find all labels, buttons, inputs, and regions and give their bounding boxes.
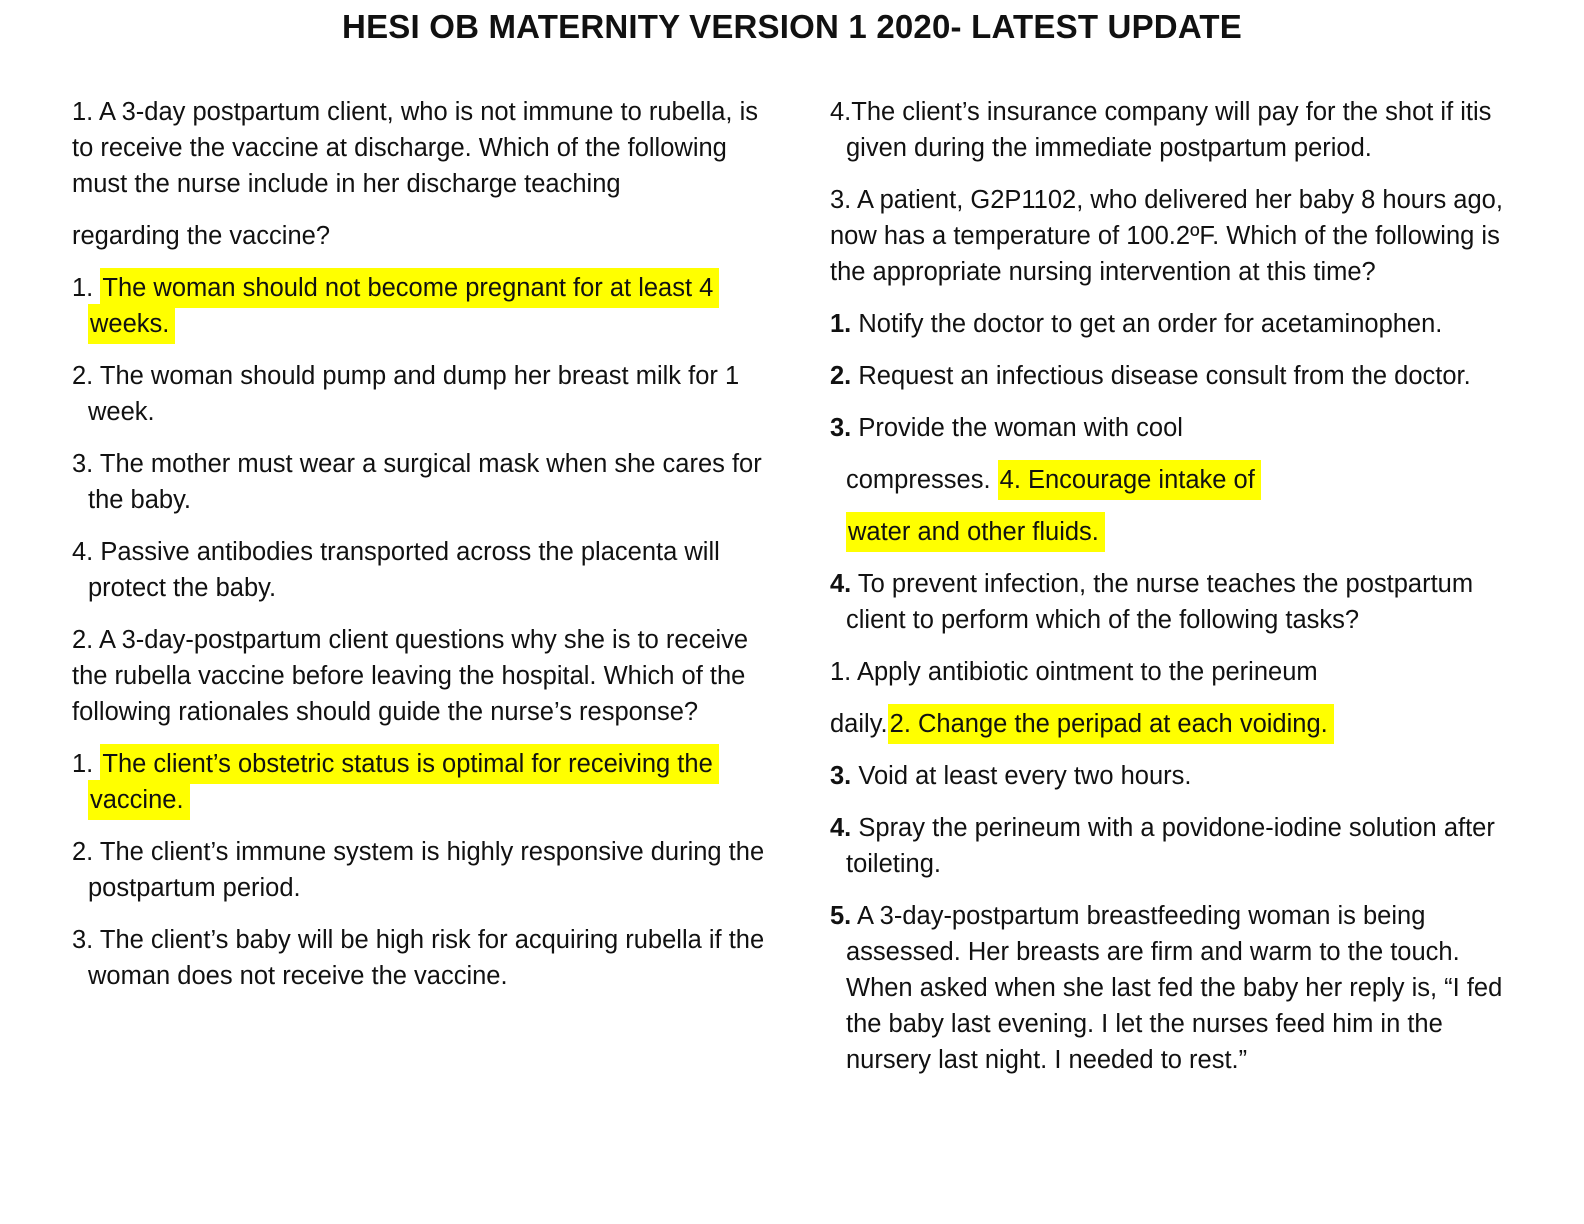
option-text: Notify the doctor to get an order for acetaminophen. xyxy=(858,310,1443,338)
question-1-stem-continued: regarding the vaccine? xyxy=(72,222,331,250)
question-4-option-4 xyxy=(830,810,1530,882)
highlighted-answer: The woman should not become pregnant for at least 4 weeks. xyxy=(88,268,719,344)
question-2-option-2: 2. The client’s immune system is highly responsive during the postpartum period. xyxy=(72,838,765,902)
question-1-stem: 1. A 3-day postpartum client, who is not immune to rubella, is to receive the vaccine at discharge. Which of the following must the nurse include in her discharge teaching xyxy=(72,98,759,198)
question-3-option-1 xyxy=(830,306,1530,342)
highlighted-answer: water and other fluids. xyxy=(846,512,1105,552)
question-number: 4. xyxy=(830,570,852,598)
question-3-option-2 xyxy=(830,358,1530,394)
option-number: 3. xyxy=(830,762,852,790)
highlighted-answer: 2. Change the peripad at each voiding. xyxy=(888,704,1334,744)
question-2-option-4: 4.The client’s insurance company will pay for the shot if itis given during the immediate postpartum period. xyxy=(830,98,1492,162)
question-3-option-3-continued xyxy=(846,462,1530,498)
left-column xyxy=(72,94,772,1010)
highlighted-answer: 4. Encourage intake of xyxy=(998,460,1261,500)
question-2-option-1 xyxy=(72,746,772,818)
option-text: Void at least every two hours. xyxy=(858,762,1192,790)
question-1-option-3: 3. The mother must wear a surgical mask when she cares for the baby. xyxy=(72,450,762,514)
option-number: 4. xyxy=(830,814,852,842)
option-text: daily. xyxy=(830,710,888,738)
question-2-stem: 2. A 3-day-postpartum client questions why she is to receive the rubella vaccine before leaving the hospital. Which of the following rationales should guide the nurse’s response? xyxy=(72,626,749,726)
question-4-option-1-continued xyxy=(830,706,1530,742)
highlighted-answer: The client’s obstetric status is optimal for receiving the vaccine. xyxy=(88,744,719,820)
page-title: HESI OB MATERNITY VERSION 1 2020- LATEST UPDATE xyxy=(342,8,1242,45)
question-text: A 3-day-postpartum breastfeeding woman is being assessed. Her breasts are firm and warm to the touch. When asked when she last fed the baby her reply is, “I fed the baby last evening. I let the nurses feed him in the nursery last night. I needed to rest.” xyxy=(846,902,1503,1074)
question-4-option-1: 1. Apply antibiotic ointment to the perineum xyxy=(830,658,1318,686)
option-number: 1. xyxy=(830,310,852,338)
question-1-option-1 xyxy=(72,270,772,342)
option-number: 1. xyxy=(72,274,94,302)
option-number: 3. xyxy=(830,414,852,442)
question-5-stem xyxy=(830,898,1530,1078)
option-text: Provide the woman with cool xyxy=(858,414,1183,442)
question-3-stem: 3. A patient, G2P1102, who delivered her baby 8 hours ago, now has a temperature of 100.2ºF. Which of the following is the appropriate nursing intervention at this time? xyxy=(830,186,1503,286)
question-3-option-3 xyxy=(830,410,1530,446)
option-number: 1. xyxy=(72,750,94,778)
question-1-option-4: 4. Passive antibodies transported across the placenta will protect the baby. xyxy=(72,538,720,602)
question-2-option-3: 3. The client’s baby will be high risk for acquiring rubella if the woman does not receive the vaccine. xyxy=(72,926,765,990)
question-4-stem xyxy=(830,566,1530,638)
option-number: 2. xyxy=(830,362,852,390)
question-text: To prevent infection, the nurse teaches the postpartum client to perform which of the following tasks? xyxy=(846,570,1474,634)
option-text: compresses. xyxy=(846,466,991,494)
right-column xyxy=(830,94,1530,1094)
question-number: 5. xyxy=(830,902,852,930)
question-3-option-4-continued xyxy=(846,514,1530,550)
question-1-option-2: 2. The woman should pump and dump her breast milk for 1 week. xyxy=(72,362,740,426)
option-text: Spray the perineum with a povidone-iodine solution after toileting. xyxy=(846,814,1495,878)
question-4-option-3 xyxy=(830,758,1530,794)
option-text: Request an infectious disease consult from the doctor. xyxy=(858,362,1471,390)
